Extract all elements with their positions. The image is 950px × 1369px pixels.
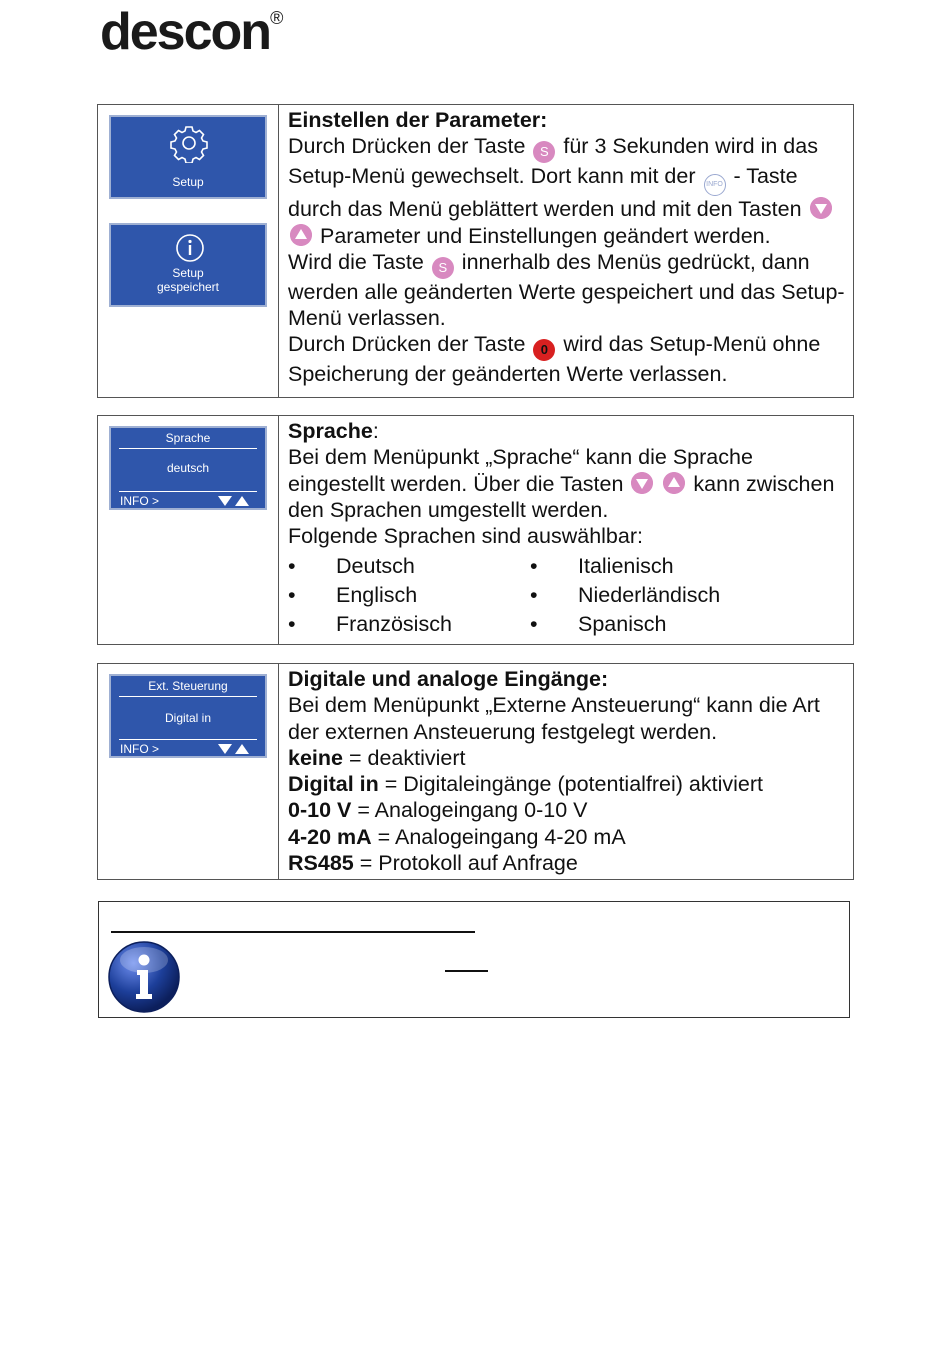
setup-parameters-panel	[97, 104, 854, 398]
setup-screen-label: Setup	[172, 175, 204, 189]
arrow-up-key-icon	[290, 224, 312, 246]
screen-value: Digital in	[164, 711, 212, 725]
setup-parameters-text: Einstellen der Parameter: Durch Drücken der Taste S für 3 Sekunden wird in das Setup-Menü gewechselt. Dort kann mit der INFO - Taste durch das Menü geblättert werden und mit den Tasten Parameter und Einstellungen geändert werden. Wird die Taste S innerhalb des Menüs gedrückt, dann werden alle geänderten Werte gespeichert und das Setup-Menü verlassen. Durch Drücken der Taste 0 wird das Setup-Menü ohne Speicherung der geänderten Werte verlassen.	[288, 108, 845, 387]
down-up-triangles-icon	[217, 495, 251, 507]
bullet: •	[288, 612, 296, 637]
option-term: 4-20 mA	[288, 824, 372, 849]
language-item: Niederländisch	[578, 583, 721, 608]
screen-divider	[119, 739, 257, 740]
panel-illustration-column	[98, 416, 279, 644]
inputs-text: Digitale und analoge Eingänge: Bei dem Menüpunkt „Externe Ansteuerung“ kann die Art der externen Ansteuerung festgelegt werden. keine = deaktiviert Digital in = Digitaleingänge (potentialfrei) aktiviert 0-10 V = Analogeingang 0-10 V 4-20 mA = Analogeingang 4-20 mA RS485 = Protokoll auf Anfrage	[288, 667, 820, 876]
option-term: 0-10 V	[288, 798, 352, 823]
language-item: Italienisch	[578, 554, 674, 579]
bullet: •	[288, 583, 296, 608]
ext-control-screen-illustration	[109, 674, 267, 758]
arrow-up-key-icon	[663, 472, 685, 494]
bullet: •	[530, 554, 538, 579]
down-up-triangles-icon	[217, 743, 251, 755]
section-title: Einstellen der Parameter:	[288, 108, 548, 132]
option-term: keine	[288, 745, 343, 770]
language-text: Sprache: Bei dem Menüpunkt „Sprache“ kann die Sprache eingestellt werden. Über die Tasten kann zwischen den Sprachen umgestellt werden. Folgende Sprachen sind auswählbar: • Deutsch • Italienisch • Englisch • Niederländisch • Französisch • Spanisch	[279, 416, 853, 644]
underline-rule	[445, 970, 488, 972]
gear-icon	[169, 123, 209, 163]
arrow-down-key-icon	[810, 197, 832, 219]
zero-key-icon: 0	[533, 339, 555, 361]
screen-footer: INFO >	[120, 742, 160, 756]
info-circle-icon	[174, 232, 206, 264]
descon-logo: descon®	[100, 3, 284, 61]
underline-rule	[111, 931, 475, 933]
screen-header: Ext. Steuerung	[148, 679, 228, 693]
screen-divider	[119, 696, 257, 697]
setup-saved-screen-illustration	[109, 223, 267, 307]
screen-header: Sprache	[165, 431, 211, 445]
screen-value: deutsch	[166, 461, 210, 475]
language-list	[288, 553, 845, 637]
bullet: •	[530, 612, 538, 637]
language-item: Französisch	[336, 612, 452, 637]
option-term: Digital in	[288, 772, 379, 797]
screen-footer: INFO >	[120, 494, 160, 508]
language-item: Englisch	[336, 583, 418, 608]
s-key-icon: S	[533, 141, 555, 163]
bullet: •	[288, 554, 296, 579]
language-panel	[97, 415, 854, 645]
screen-divider	[119, 491, 257, 492]
info-key-icon: INFO	[704, 174, 726, 196]
language-item: Deutsch	[336, 554, 415, 579]
language-screen-illustration	[109, 426, 267, 510]
language-item: Spanisch	[578, 612, 667, 637]
setup-screen-illustration	[109, 115, 267, 199]
section-title: Sprache	[288, 419, 373, 443]
section-title: Digitale und analoge Eingänge:	[288, 667, 609, 691]
panel-illustration-column	[98, 664, 279, 879]
setup-saved-label-line1: Setup	[172, 266, 204, 280]
info-icon	[107, 940, 181, 1014]
inputs-panel	[97, 663, 854, 880]
screen-divider	[119, 448, 257, 449]
option-term: RS485	[288, 851, 354, 876]
s-key-icon: S	[432, 257, 454, 279]
panel-illustration-column	[98, 105, 279, 397]
info-note-box	[98, 901, 850, 1018]
arrow-down-key-icon	[631, 472, 653, 494]
setup-saved-label-line2: gespeichert	[156, 280, 220, 294]
bullet: •	[530, 583, 538, 608]
